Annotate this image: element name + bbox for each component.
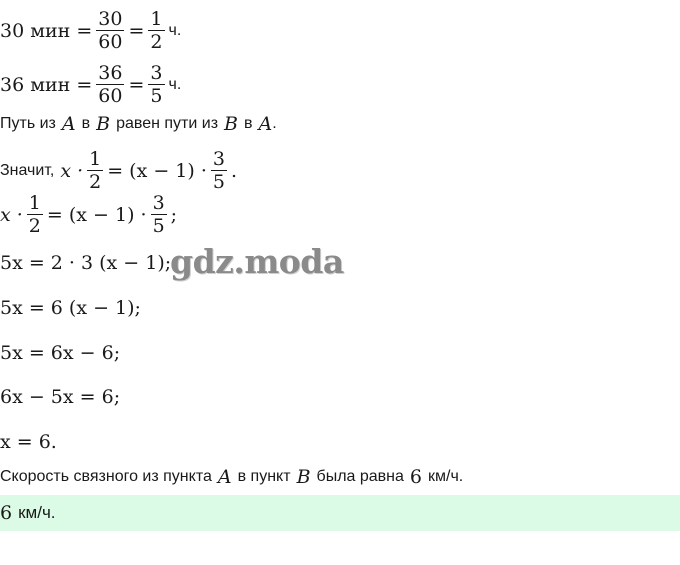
lhs: 36 мин = (0, 73, 93, 96)
fraction-1-2: $\frac{1}{2}$ (28, 192, 41, 237)
equation-step-4: 5x = 6x − 6; (0, 342, 121, 364)
equation-result: x = 6. (0, 431, 57, 453)
fraction-1-2: $\frac{1}{2}$ (150, 8, 163, 53)
fraction-3-5: $\frac{3}{5}$ (150, 62, 163, 107)
equation-step-1: x · $\frac{1}{2}$ = (x − 1) · $\frac{3}{5}$ ; (0, 192, 178, 237)
unit: ч. (168, 75, 182, 93)
equation-36-min: 36 мин = $\frac{36}{60}$ = $\frac{3}{5}$ ч. (0, 62, 182, 107)
equation-step-5: 6x − 5x = 6; (0, 386, 121, 408)
equation-conclusion: Значит, x · $\frac{1}{2}$ = (x − 1) · $\frac{3}{5}$ . (0, 148, 238, 193)
fraction-30-60: $\frac{30}{60}$ (98, 8, 123, 53)
path-statement: Путь из A в B равен пути из B в A . (0, 113, 277, 135)
equation-step-3: 5x = 6 (x − 1); (0, 297, 141, 319)
unit: ч. (168, 21, 182, 39)
answer-box (0, 495, 680, 531)
answer-unit: км/ч. (18, 503, 56, 522)
equation-30-min: 30 мин = $\frac{30}{60}$ = $\frac{1}{2}$ ч. (0, 8, 182, 53)
fraction-3-5: $\frac{3}{5}$ (212, 148, 225, 193)
answer-value: 6 (0, 502, 13, 524)
fraction-1-2: $\frac{1}{2}$ (89, 148, 102, 193)
fraction-3-5: $\frac{3}{5}$ (152, 192, 165, 237)
equation-step-2: 5x = 2 · 3 (x − 1); (0, 252, 172, 274)
watermark: gdz.moda (170, 242, 344, 281)
speed-statement: Скорость связного из пункта A в пункт B была равна 6 км/ч. (0, 466, 464, 488)
fraction-36-60: $\frac{36}{60}$ (98, 62, 123, 107)
lhs: 30 мин = (0, 19, 93, 42)
